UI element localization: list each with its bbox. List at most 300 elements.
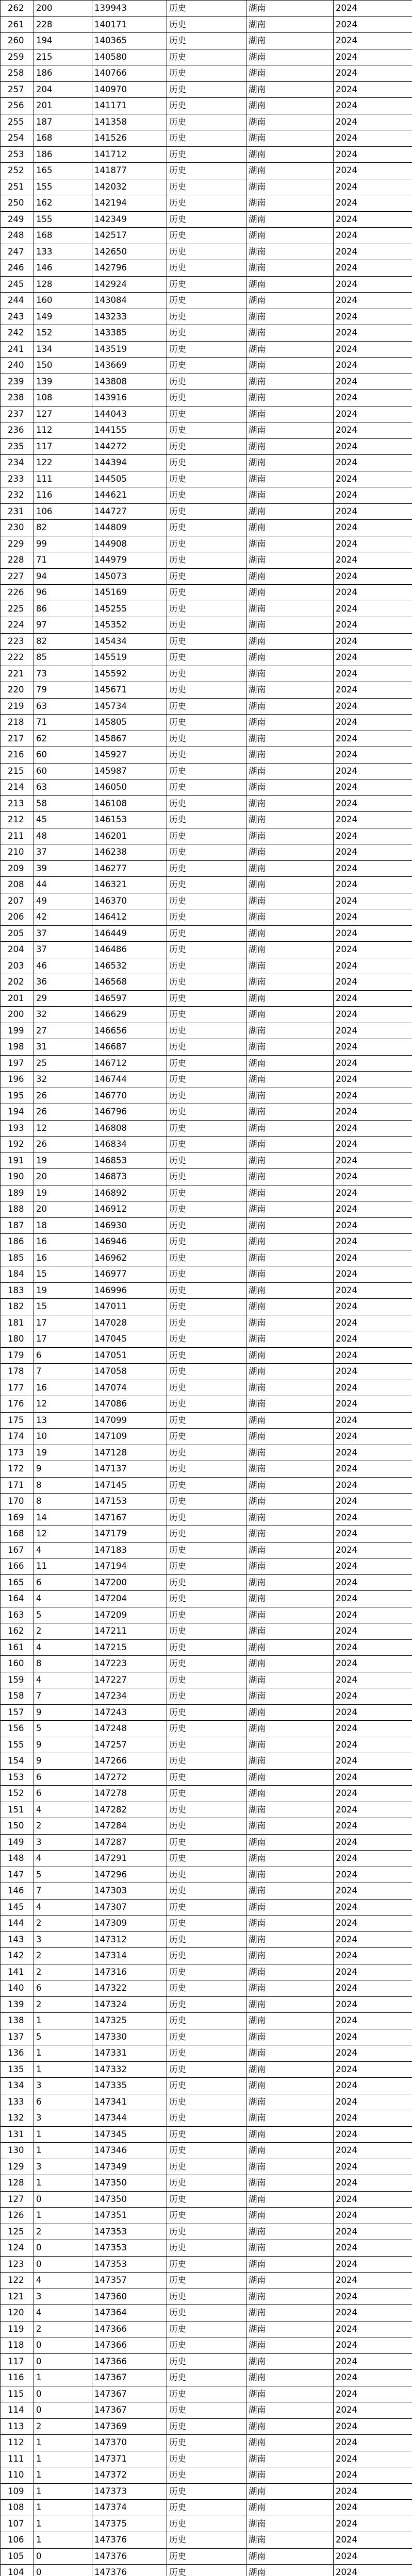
- cell-cumulative: 147257: [92, 1737, 167, 1753]
- cell-province: 湖南: [246, 1477, 334, 1494]
- table-row: [1, 1899, 412, 1916]
- cell-province: 湖南: [246, 1542, 334, 1558]
- cell-cumulative: 145987: [92, 763, 167, 779]
- cell-cumulative: 147282: [92, 1802, 167, 1818]
- cell-year: 2024: [334, 406, 412, 422]
- cell-score: 120: [1, 2305, 34, 2321]
- table-row: [1, 2565, 412, 2576]
- cell-cumulative: 147234: [92, 1688, 167, 1705]
- table-row: [1, 1, 412, 17]
- cell-cumulative: 146238: [92, 844, 167, 861]
- cell-count: 16: [34, 1380, 92, 1396]
- cell-cumulative: 147324: [92, 1996, 167, 2013]
- cell-province: 湖南: [246, 130, 334, 147]
- cell-province: 湖南: [246, 1331, 334, 1348]
- cell-subject: 历史: [167, 1931, 246, 1948]
- cell-subject: 历史: [167, 1802, 246, 1818]
- cell-score: 179: [1, 1347, 34, 1364]
- cell-province: 湖南: [246, 617, 334, 634]
- cell-score: 219: [1, 698, 34, 715]
- cell-province: 湖南: [246, 2191, 334, 2208]
- cell-subject: 历史: [167, 536, 246, 552]
- table-row: [1, 698, 412, 715]
- cell-province: 湖南: [246, 1153, 334, 1169]
- cell-subject: 历史: [167, 1574, 246, 1591]
- cell-year: 2024: [334, 163, 412, 179]
- cell-cumulative: 146946: [92, 1234, 167, 1250]
- cell-score: 106: [1, 2532, 34, 2549]
- cell-score: 148: [1, 1851, 34, 1867]
- cell-year: 2024: [334, 1883, 412, 1900]
- cell-score: 188: [1, 1201, 34, 1218]
- cell-subject: 历史: [167, 1396, 246, 1413]
- cell-score: 155: [1, 1737, 34, 1753]
- cell-subject: 历史: [167, 812, 246, 828]
- cell-province: 湖南: [246, 1704, 334, 1721]
- table-row: [1, 2467, 412, 2484]
- cell-subject: 历史: [167, 1282, 246, 1299]
- cell-score: 138: [1, 2013, 34, 2029]
- cell-cumulative: 147367: [92, 2386, 167, 2402]
- table-row: [1, 877, 412, 893]
- table-row: [1, 666, 412, 682]
- cell-count: 1: [34, 2175, 92, 2192]
- cell-year: 2024: [334, 2273, 412, 2289]
- cell-subject: 历史: [167, 1153, 246, 1169]
- table-row: [1, 1753, 412, 1770]
- cell-score: 163: [1, 1607, 34, 1623]
- cell-cumulative: 147335: [92, 2078, 167, 2094]
- cell-province: 湖南: [246, 1201, 334, 1218]
- table-row: [1, 471, 412, 487]
- cell-subject: 历史: [167, 2548, 246, 2565]
- cell-cumulative: 147243: [92, 1704, 167, 1721]
- cell-score: 205: [1, 925, 34, 942]
- cell-count: 16: [34, 1234, 92, 1250]
- cell-province: 湖南: [246, 1639, 334, 1656]
- cell-subject: 历史: [167, 1542, 246, 1558]
- cell-year: 2024: [334, 1185, 412, 1201]
- cell-year: 2024: [334, 2094, 412, 2110]
- cell-province: 湖南: [246, 1007, 334, 1023]
- cell-subject: 历史: [167, 455, 246, 471]
- cell-score: 127: [1, 2191, 34, 2208]
- cell-cumulative: 147316: [92, 1964, 167, 1980]
- table-row: [1, 2370, 412, 2386]
- cell-province: 湖南: [246, 1834, 334, 1851]
- cell-count: 62: [34, 731, 92, 747]
- cell-province: 湖南: [246, 1088, 334, 1104]
- cell-subject: 历史: [167, 763, 246, 779]
- table-row: [1, 844, 412, 861]
- cell-subject: 历史: [167, 1380, 246, 1396]
- table-row: [1, 1786, 412, 1802]
- cell-cumulative: 145073: [92, 568, 167, 585]
- cell-cumulative: 142924: [92, 276, 167, 293]
- cell-subject: 历史: [167, 1250, 246, 1266]
- cell-count: 8: [34, 1656, 92, 1672]
- cell-count: 194: [34, 33, 92, 49]
- cell-score: 123: [1, 2256, 34, 2273]
- cell-subject: 历史: [167, 2273, 246, 2289]
- cell-subject: 历史: [167, 1072, 246, 1088]
- table-row: [1, 2516, 412, 2532]
- cell-score: 254: [1, 130, 34, 147]
- cell-count: 0: [34, 2337, 92, 2354]
- cell-year: 2024: [334, 1558, 412, 1575]
- cell-subject: 历史: [167, 601, 246, 617]
- cell-year: 2024: [334, 244, 412, 260]
- cell-year: 2024: [334, 1916, 412, 1932]
- cell-count: 4: [34, 1639, 92, 1656]
- cell-count: 0: [34, 2353, 92, 2370]
- cell-year: 2024: [334, 2305, 412, 2321]
- cell-year: 2024: [334, 795, 412, 812]
- cell-count: 2: [34, 2321, 92, 2337]
- cell-province: 湖南: [246, 1996, 334, 2013]
- cell-count: 1: [34, 2435, 92, 2451]
- cell-year: 2024: [334, 49, 412, 65]
- cell-subject: 历史: [167, 1412, 246, 1429]
- table-row: [1, 2386, 412, 2402]
- cell-count: 4: [34, 2305, 92, 2321]
- cell-count: 19: [34, 1445, 92, 1461]
- cell-year: 2024: [334, 1282, 412, 1299]
- cell-subject: 历史: [167, 1769, 246, 1786]
- cell-year: 2024: [334, 2061, 412, 2078]
- cell-province: 湖南: [246, 2402, 334, 2419]
- table-row: [1, 1737, 412, 1753]
- cell-cumulative: 147183: [92, 1542, 167, 1558]
- cell-cumulative: 144979: [92, 552, 167, 569]
- cell-province: 湖南: [246, 1964, 334, 1980]
- cell-subject: 历史: [167, 1753, 246, 1770]
- cell-subject: 历史: [167, 438, 246, 455]
- cell-cumulative: 143233: [92, 309, 167, 325]
- cell-count: 19: [34, 1153, 92, 1169]
- cell-count: 4: [34, 1802, 92, 1818]
- cell-cumulative: 145434: [92, 633, 167, 650]
- cell-province: 湖南: [246, 163, 334, 179]
- cell-year: 2024: [334, 2483, 412, 2500]
- cell-count: 45: [34, 812, 92, 828]
- table-row: [1, 1023, 412, 1039]
- table-row: [1, 1980, 412, 1997]
- cell-subject: 历史: [167, 1347, 246, 1364]
- cell-score: 232: [1, 487, 34, 504]
- cell-score: 192: [1, 1137, 34, 1153]
- table-row: [1, 1818, 412, 1835]
- cell-province: 湖南: [246, 503, 334, 520]
- cell-cumulative: 147369: [92, 2418, 167, 2435]
- cell-province: 湖南: [246, 1266, 334, 1283]
- cell-subject: 历史: [167, 1445, 246, 1461]
- cell-cumulative: 146770: [92, 1088, 167, 1104]
- cell-subject: 历史: [167, 2045, 246, 2062]
- cell-score: 246: [1, 260, 34, 277]
- cell-cumulative: 144043: [92, 406, 167, 422]
- cell-year: 2024: [334, 2321, 412, 2337]
- cell-subject: 历史: [167, 341, 246, 358]
- table-row: [1, 195, 412, 212]
- cell-year: 2024: [334, 422, 412, 439]
- cell-count: 9: [34, 1461, 92, 1478]
- cell-cumulative: 147074: [92, 1380, 167, 1396]
- cell-province: 湖南: [246, 1282, 334, 1299]
- cell-subject: 历史: [167, 1104, 246, 1121]
- table-row: [1, 2256, 412, 2273]
- cell-province: 湖南: [246, 2159, 334, 2175]
- cell-year: 2024: [334, 114, 412, 130]
- cell-subject: 历史: [167, 65, 246, 82]
- cell-province: 湖南: [246, 666, 334, 682]
- cell-count: 1: [34, 2143, 92, 2159]
- table-row: [1, 1299, 412, 1315]
- cell-score: 201: [1, 990, 34, 1007]
- cell-year: 2024: [334, 2467, 412, 2484]
- cell-subject: 历史: [167, 1834, 246, 1851]
- cell-subject: 历史: [167, 1088, 246, 1104]
- cell-score: 126: [1, 2208, 34, 2224]
- table-row: [1, 747, 412, 764]
- cell-cumulative: 147200: [92, 1574, 167, 1591]
- cell-province: 湖南: [246, 1899, 334, 1916]
- cell-score: 223: [1, 633, 34, 650]
- cell-subject: 历史: [167, 293, 246, 309]
- cell-count: 4: [34, 1672, 92, 1688]
- cell-cumulative: 143519: [92, 341, 167, 358]
- cell-subject: 历史: [167, 1656, 246, 1672]
- cell-subject: 历史: [167, 1607, 246, 1623]
- table-row: [1, 1510, 412, 1526]
- cell-score: 122: [1, 2273, 34, 2289]
- cell-cumulative: 146050: [92, 779, 167, 796]
- cell-score: 150: [1, 1818, 34, 1835]
- cell-province: 湖南: [246, 2110, 334, 2127]
- cell-score: 180: [1, 1331, 34, 1348]
- cell-count: 46: [34, 958, 92, 974]
- cell-year: 2024: [334, 341, 412, 358]
- cell-year: 2024: [334, 1266, 412, 1283]
- cell-province: 湖南: [246, 1948, 334, 1964]
- cell-province: 湖南: [246, 1412, 334, 1429]
- table-row: [1, 1169, 412, 1185]
- cell-year: 2024: [334, 2500, 412, 2516]
- cell-score: 158: [1, 1688, 34, 1705]
- cell-score: 189: [1, 1185, 34, 1201]
- cell-cumulative: 147248: [92, 1721, 167, 1737]
- cell-subject: 历史: [167, 2321, 246, 2337]
- cell-year: 2024: [334, 2353, 412, 2370]
- cell-cumulative: 147345: [92, 2126, 167, 2143]
- cell-count: 12: [34, 1396, 92, 1413]
- cell-province: 湖南: [246, 228, 334, 244]
- cell-count: 1: [34, 2208, 92, 2224]
- table-row: [1, 1282, 412, 1299]
- cell-score: 107: [1, 2516, 34, 2532]
- cell-subject: 历史: [167, 893, 246, 909]
- cell-score: 125: [1, 2224, 34, 2240]
- table-row: [1, 503, 412, 520]
- cell-cumulative: 147353: [92, 2240, 167, 2257]
- table-row: [1, 2321, 412, 2337]
- cell-count: 12: [34, 1120, 92, 1137]
- cell-count: 0: [34, 2240, 92, 2257]
- cell-count: 32: [34, 1072, 92, 1088]
- table-row: [1, 2548, 412, 2565]
- table-row: [1, 1704, 412, 1721]
- cell-year: 2024: [334, 1980, 412, 1997]
- cell-province: 湖南: [246, 1802, 334, 1818]
- cell-score: 139: [1, 1996, 34, 2013]
- table-row: [1, 146, 412, 163]
- cell-year: 2024: [334, 1055, 412, 1072]
- cell-province: 湖南: [246, 2029, 334, 2045]
- cell-score: 145: [1, 1899, 34, 1916]
- cell-subject: 历史: [167, 1299, 246, 1315]
- cell-year: 2024: [334, 211, 412, 228]
- cell-year: 2024: [334, 860, 412, 877]
- cell-subject: 历史: [167, 374, 246, 390]
- table-row: [1, 617, 412, 634]
- cell-score: 136: [1, 2045, 34, 2062]
- cell-year: 2024: [334, 1250, 412, 1266]
- cell-year: 2024: [334, 1364, 412, 1380]
- cell-score: 240: [1, 358, 34, 374]
- cell-count: 7: [34, 1883, 92, 1900]
- cell-year: 2024: [334, 1931, 412, 1948]
- table-row: [1, 1185, 412, 1201]
- cell-subject: 历史: [167, 2013, 246, 2029]
- cell-score: 220: [1, 682, 34, 699]
- cell-count: 36: [34, 974, 92, 991]
- cell-province: 湖南: [246, 1916, 334, 1932]
- table-row: [1, 1396, 412, 1413]
- cell-subject: 历史: [167, 1948, 246, 1964]
- cell-year: 2024: [334, 1201, 412, 1218]
- cell-count: 168: [34, 130, 92, 147]
- cell-subject: 历史: [167, 2467, 246, 2484]
- table-row: [1, 2013, 412, 2029]
- cell-count: 25: [34, 1055, 92, 1072]
- cell-province: 湖南: [246, 1786, 334, 1802]
- cell-cumulative: 139943: [92, 1, 167, 17]
- table-body: [1, 1, 412, 2576]
- cell-count: 32: [34, 1007, 92, 1023]
- cell-province: 湖南: [246, 2208, 334, 2224]
- cell-cumulative: 140365: [92, 33, 167, 49]
- cell-year: 2024: [334, 1153, 412, 1169]
- cell-province: 湖南: [246, 1494, 334, 1510]
- cell-cumulative: 146996: [92, 1282, 167, 1299]
- cell-score: 119: [1, 2321, 34, 2337]
- cell-year: 2024: [334, 763, 412, 779]
- cell-cumulative: 141712: [92, 146, 167, 163]
- cell-score: 171: [1, 1477, 34, 1494]
- cell-count: 6: [34, 1347, 92, 1364]
- cell-province: 湖南: [246, 585, 334, 601]
- cell-province: 湖南: [246, 1380, 334, 1396]
- cell-year: 2024: [334, 1412, 412, 1429]
- cell-count: 4: [34, 1899, 92, 1916]
- cell-province: 湖南: [246, 2565, 334, 2576]
- cell-year: 2024: [334, 2402, 412, 2419]
- cell-count: 63: [34, 779, 92, 796]
- cell-cumulative: 147194: [92, 1558, 167, 1575]
- cell-count: 82: [34, 520, 92, 536]
- cell-cumulative: 146808: [92, 1120, 167, 1137]
- cell-count: 2: [34, 1996, 92, 2013]
- cell-subject: 历史: [167, 195, 246, 212]
- cell-count: 2: [34, 1818, 92, 1835]
- cell-cumulative: 147366: [92, 2321, 167, 2337]
- cell-province: 湖南: [246, 179, 334, 195]
- cell-cumulative: 146853: [92, 1153, 167, 1169]
- table-row: [1, 1834, 412, 1851]
- cell-score: 206: [1, 909, 34, 926]
- cell-count: 155: [34, 179, 92, 195]
- cell-province: 湖南: [246, 2337, 334, 2354]
- cell-province: 湖南: [246, 1591, 334, 1607]
- cell-province: 湖南: [246, 2013, 334, 2029]
- cell-score: 181: [1, 1315, 34, 1331]
- cell-cumulative: 147366: [92, 2337, 167, 2354]
- table-row: [1, 1996, 412, 2013]
- cell-score: 259: [1, 49, 34, 65]
- cell-cumulative: 147227: [92, 1672, 167, 1688]
- cell-cumulative: 146486: [92, 942, 167, 958]
- cell-cumulative: 140766: [92, 65, 167, 82]
- cell-score: 115: [1, 2386, 34, 2402]
- cell-cumulative: 146912: [92, 1201, 167, 1218]
- cell-subject: 历史: [167, 520, 246, 536]
- cell-count: 1: [34, 2045, 92, 2062]
- cell-year: 2024: [334, 81, 412, 98]
- cell-year: 2024: [334, 1023, 412, 1039]
- table-row: [1, 163, 412, 179]
- table-row: [1, 2159, 412, 2175]
- cell-count: 20: [34, 1201, 92, 1218]
- cell-count: 63: [34, 698, 92, 715]
- cell-year: 2024: [334, 1331, 412, 1348]
- cell-score: 112: [1, 2435, 34, 2451]
- cell-province: 湖南: [246, 844, 334, 861]
- cell-year: 2024: [334, 503, 412, 520]
- cell-cumulative: 147332: [92, 2061, 167, 2078]
- table-row: [1, 1494, 412, 1510]
- cell-score: 165: [1, 1574, 34, 1591]
- cell-count: 79: [34, 682, 92, 699]
- table-row: [1, 1639, 412, 1656]
- cell-cumulative: 147291: [92, 1851, 167, 1867]
- cell-cumulative: 147204: [92, 1591, 167, 1607]
- cell-subject: 历史: [167, 974, 246, 991]
- cell-subject: 历史: [167, 925, 246, 942]
- table-row: [1, 1266, 412, 1283]
- cell-cumulative: 147223: [92, 1656, 167, 1672]
- cell-year: 2024: [334, 1445, 412, 1461]
- cell-province: 湖南: [246, 1558, 334, 1575]
- cell-year: 2024: [334, 1996, 412, 2013]
- cell-count: 155: [34, 211, 92, 228]
- cell-score: 144: [1, 1916, 34, 1932]
- table-row: [1, 1445, 412, 1461]
- cell-cumulative: 147284: [92, 1818, 167, 1835]
- cell-count: 14: [34, 1510, 92, 1526]
- cell-count: 201: [34, 98, 92, 114]
- cell-province: 湖南: [246, 860, 334, 877]
- cell-subject: 历史: [167, 98, 246, 114]
